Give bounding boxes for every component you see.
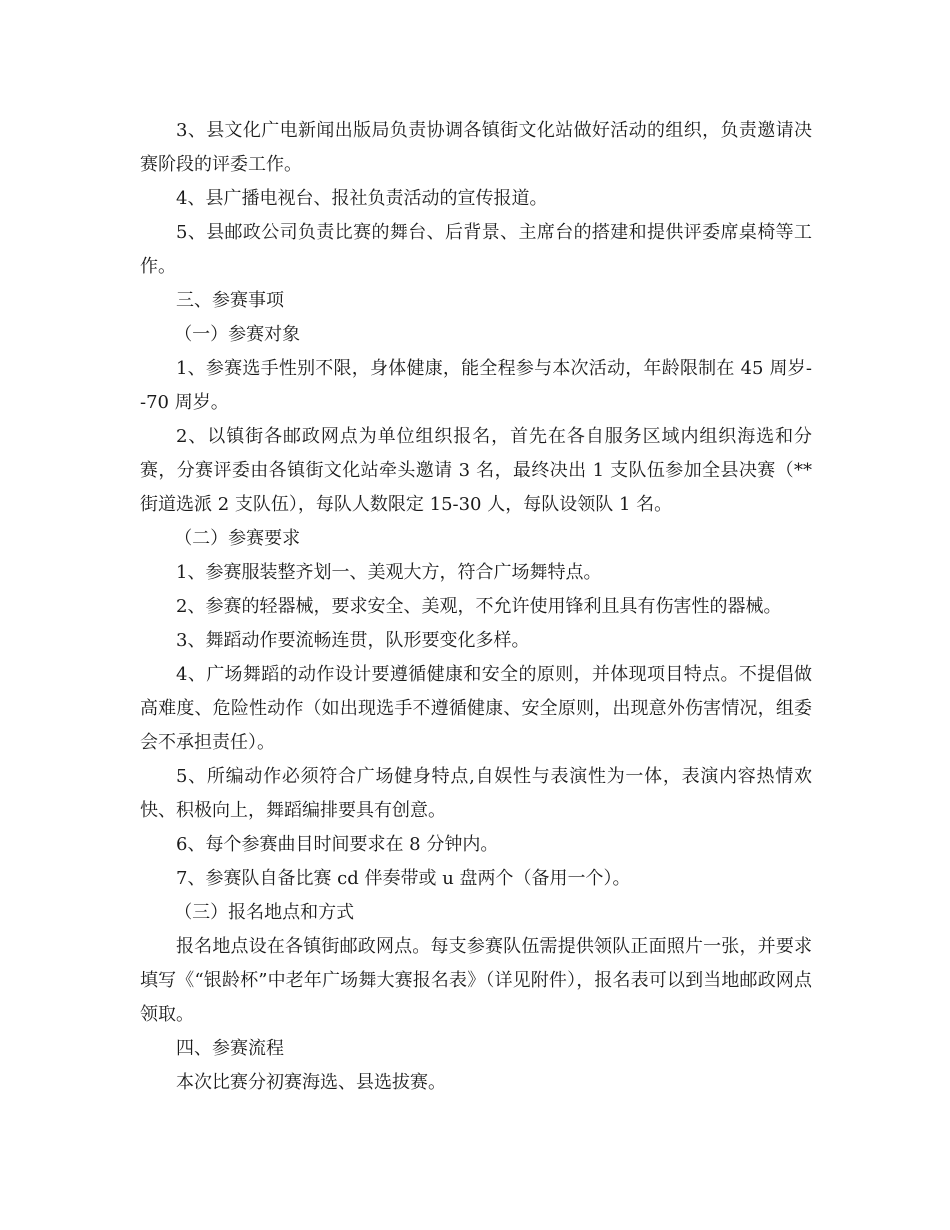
- section-heading-participation: 三、参赛事项: [176, 290, 284, 311]
- paragraph-responsibility-3: 3、县文化广电新闻出版局负责协调各镇街文化站做好活动的组织，负责邀请决赛阶段的评委工作。: [140, 120, 812, 175]
- subsection-heading-requirements: （二）参赛要求: [174, 528, 301, 549]
- paragraph-responsibility-4: 4、县广播电视台、报社负责活动的宣传报道。: [176, 188, 548, 209]
- paragraph-process: 本次比赛分初赛海选、县选拔赛。: [176, 1072, 446, 1093]
- paragraph-requirement-7: 7、参赛队自备比赛 cd 伴奏带或 u 盘两个（备用一个）。: [176, 868, 631, 889]
- paragraph-requirement-1: 1、参赛服装整齐划一、美观大方，符合广场舞特点。: [176, 562, 602, 583]
- document-body: [140, 114, 812, 1100]
- paragraph-requirement-3: 3、舞蹈动作要流畅连贯，队形要变化多样。: [176, 630, 530, 651]
- subsection-heading-participants: （一）参赛对象: [174, 324, 301, 345]
- section-heading-process: 四、参赛流程: [176, 1038, 284, 1059]
- paragraph-responsibility-5: 5、县邮政公司负责比赛的舞台、后背景、主席台的搭建和提供评委席桌椅等工作。: [140, 222, 812, 277]
- paragraph-requirement-6: 6、每个参赛曲目时间要求在 8 分钟内。: [176, 834, 499, 855]
- paragraph-requirement-4: 4、广场舞蹈的动作设计要遵循健康和安全的原则，并体现项目特点。不提倡做高难度、危险性动作（如出现选手不遵循健康、安全原则，出现意外伤害情况，组委会不承担责任）。: [140, 664, 812, 753]
- paragraph-registration: 报名地点设在各镇街邮政网点。每支参赛队伍需提供领队正面照片一张，并要求填写《“银龄杯”中老年广场舞大赛报名表》（详见附件），报名表可以到当地邮政网点领取。: [140, 936, 812, 1025]
- paragraph-participants-2: 2、以镇街各邮政网点为单位组织报名，首先在各自服务区域内组织海选和分赛，分赛评委由各镇街文化站牵头邀请 3 名，最终决出 1 支队伍参加全县决赛（**街道选派 2 支队伍），每队人数限定 15-30 人，每队设领队 1 名。: [140, 426, 812, 515]
- paragraph-requirement-2: 2、参赛的轻器械，要求安全、美观，不允许使用锋利且具有伤害性的器械。: [176, 596, 782, 617]
- paragraph-requirement-5: 5、所编动作必须符合广场健身特点,自娱性与表演性为一体，表演内容热情欢快、积极向上，舞蹈编排要具有创意。: [140, 766, 812, 821]
- paragraph-participants-1: 1、参赛选手性别不限，身体健康，能全程参与本次活动，年龄限制在 45 周岁--70 周岁。: [140, 358, 812, 413]
- subsection-heading-registration: （三）报名地点和方式: [174, 902, 355, 923]
